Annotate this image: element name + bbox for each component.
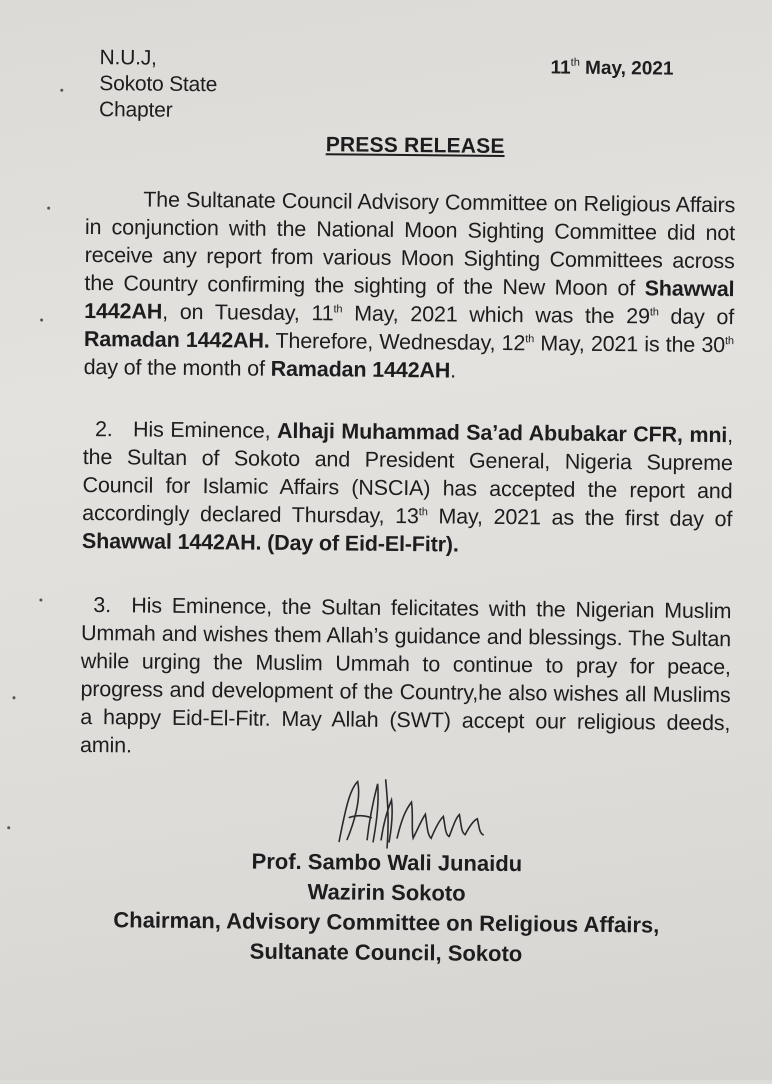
- bold-run: Ramadan 1442AH: [270, 356, 451, 383]
- paper-speck: [39, 599, 42, 602]
- text-run: , on Tuesday, 11: [162, 299, 334, 326]
- bold-run: Alhaji Muhammad Sa’ad Abubakar CFR, mni: [277, 418, 728, 448]
- paragraph-number: 2.: [94, 417, 113, 442]
- bold-run: Shawwal 1442AH: [84, 276, 735, 324]
- text-run: .: [450, 358, 457, 383]
- superscript: th: [724, 335, 734, 348]
- signatory-name: Prof. Sambo Wali Junaidu: [251, 848, 523, 877]
- text-run: day of: [658, 304, 735, 330]
- text-run: May, 2021 as the first day of: [427, 504, 733, 532]
- signatory-org: Sultanate Council, Sokoto: [249, 938, 523, 967]
- paragraph-3: [80, 591, 732, 765]
- text-run: day of the month of: [83, 354, 271, 381]
- letterhead: [99, 45, 218, 124]
- superscript: th: [525, 333, 535, 346]
- text-run: May, 2021 is the 30: [533, 331, 726, 358]
- paper-speck: [60, 89, 63, 92]
- text-run: , the Sultan of Sokoto and President General, Nigeria Supreme Council for Islamic Affairs (NSCIA) has accepted the report and accordingly declared Thursday, 13: [82, 423, 734, 529]
- handwritten-signature: [327, 769, 498, 851]
- paragraph-2: [82, 415, 733, 561]
- bold-run: Shawwal 1442AH. (Day of Eid-El-Fitr).: [81, 528, 459, 557]
- superscript: th: [649, 306, 659, 319]
- signatory-role: Chairman, Advisory Committee on Religious Affairs,: [113, 907, 660, 938]
- date-rest: May, 2021: [579, 57, 674, 80]
- letterhead-line: Chapter: [99, 98, 173, 122]
- superscript: th: [333, 303, 343, 316]
- paper-speck: [40, 319, 43, 322]
- paper-speck: [12, 696, 15, 699]
- signature-block: [56, 845, 717, 971]
- bold-run: Ramadan 1442AH.: [83, 326, 270, 353]
- letterhead-line: Sokoto State: [99, 72, 218, 97]
- release-date: [550, 57, 673, 80]
- paper-speck: [47, 207, 50, 210]
- letterhead-line: N.U.J,: [99, 46, 157, 70]
- date-day: 11: [550, 57, 571, 79]
- paragraph-1: [84, 185, 736, 387]
- text-run: Therefore, Wednesday, 12: [269, 328, 526, 356]
- text-run: The Sultanate Council Advisory Committee on Religious Affairs in conjunction with the National Moon Sighting Committee did not receive any report from various Moon Sighting Committees across the Country confirming the sighting of the New Moon of: [84, 187, 736, 301]
- paper-speck: [7, 826, 10, 829]
- text-run: May, 2021 which was the 29: [342, 301, 650, 329]
- text-run: His Eminence,: [132, 417, 278, 443]
- paragraph-number: 3.: [93, 593, 112, 618]
- date-suffix: th: [570, 56, 580, 69]
- signatory-title: Wazirin Sokoto: [307, 879, 466, 906]
- text-run: His Eminence, the Sultan felicitates with the Nigerian Muslim Ummah and wishes them Allah’s guidance and blessings. The Sultan while urging the Muslim Ummah to continue to pray for peace, progress and development of the Country,he also wishes all Muslims a happy Eid-El-Fitr. May Allah (SWT) accept our religious deeds, amin.: [79, 593, 732, 758]
- superscript: th: [418, 506, 428, 519]
- page-title: PRESS RELEASE: [325, 133, 505, 158]
